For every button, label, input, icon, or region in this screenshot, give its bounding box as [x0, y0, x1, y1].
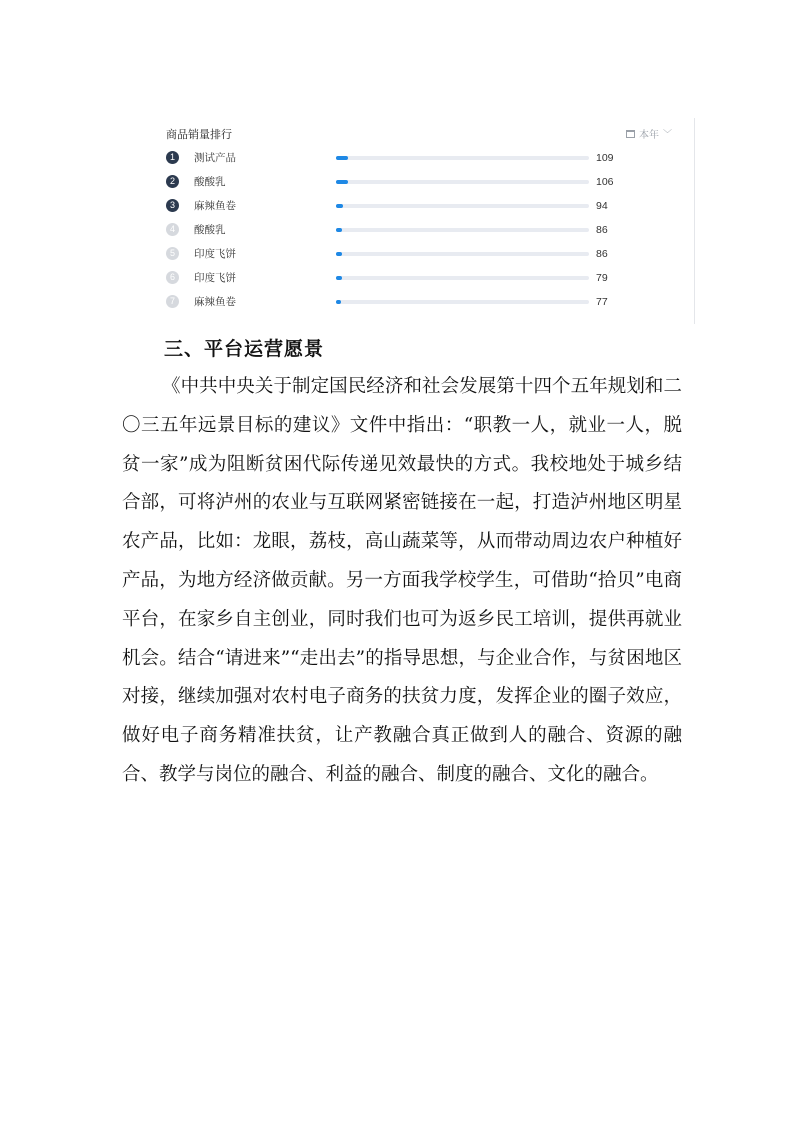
rank-badge: 5: [166, 247, 179, 260]
product-name: 印度飞饼: [194, 248, 236, 260]
sales-bar-fill: [336, 300, 341, 304]
sales-ranking-widget: [160, 118, 695, 324]
sales-value: 86: [596, 248, 608, 260]
chevron-down-icon: ﹀: [662, 130, 672, 140]
sales-value: 94: [596, 200, 608, 212]
sales-bar-fill: [336, 252, 342, 256]
ranking-row: [166, 222, 636, 238]
year-filter-label: 本年: [638, 130, 659, 141]
sales-bar-fill: [336, 228, 342, 232]
product-name: 酸酸乳: [194, 224, 226, 236]
year-filter-dropdown[interactable]: [626, 126, 672, 141]
sales-bar-fill: [336, 204, 343, 208]
sales-bar-fill: [336, 156, 348, 160]
calendar-icon: [626, 130, 635, 138]
ranking-row: [166, 246, 636, 262]
product-name: 麻辣鱼卷: [194, 200, 236, 212]
product-name: 测试产品: [194, 152, 236, 164]
sales-bar-track: [336, 276, 589, 280]
rank-badge: 1: [166, 151, 179, 164]
sales-value: 77: [596, 296, 608, 308]
ranking-row: [166, 174, 636, 190]
sales-bar-fill: [336, 180, 348, 184]
sales-bar-track: [336, 228, 589, 232]
sales-value: 86: [596, 224, 608, 236]
sales-bar-track: [336, 252, 589, 256]
ranking-row: [166, 198, 636, 214]
section-heading: 三、平台运营愿景: [164, 338, 325, 360]
body-paragraph: 《中共中央关于制定国民经济和社会发展第十四个五年规划和二〇三五年远景目标的建议》文件中指出：“职教一人，就业一人，脱贫一家”成为阻断贫困代际传递见效最快的方式。我校地处于城乡结合部，可将泸州的农业与互联网紧密链接在一起，打造泸州地区明星农产品，比如：龙眼，荔枝，高山蔬菜等，从而带动周边农户种植好产品，为地方经济做贡献。另一方面我学校学生，可借助“拾贝”电商平台，在家乡自主创业，同时我们也可为返乡民工培训，提供再就业机会。结合“请进来”“走出去”的指导思想，与企业合作，与贫困地区对接，继续加强对农村电子商务的扶贫力度，发挥企业的圈子效应，做好电子商务精准扶贫，让产教融合真正做到人的融合、资源的融合、教学与岗位的融合、利益的融合、制度的融合、文化的融合。: [122, 376, 682, 785]
sales-bar-track: [336, 204, 589, 208]
sales-bar-track: [336, 180, 589, 184]
ranking-row: [166, 270, 636, 286]
rank-badge: 7: [166, 295, 179, 308]
ranking-row: [166, 150, 636, 166]
sales-value: 106: [596, 176, 614, 188]
sales-bar-track: [336, 300, 589, 304]
widget-title: 商品销量排行: [166, 128, 232, 141]
rank-badge: 3: [166, 199, 179, 212]
rank-badge: 2: [166, 175, 179, 188]
ranking-row: [166, 294, 636, 310]
rank-badge: 4: [166, 223, 179, 236]
sales-value: 109: [596, 152, 614, 164]
sales-value: 79: [596, 272, 608, 284]
sales-bar-fill: [336, 276, 342, 280]
sales-bar-track: [336, 156, 589, 160]
product-name: 印度飞饼: [194, 272, 236, 284]
rank-badge: 6: [166, 271, 179, 284]
product-name: 麻辣鱼卷: [194, 296, 236, 308]
product-name: 酸酸乳: [194, 176, 226, 188]
